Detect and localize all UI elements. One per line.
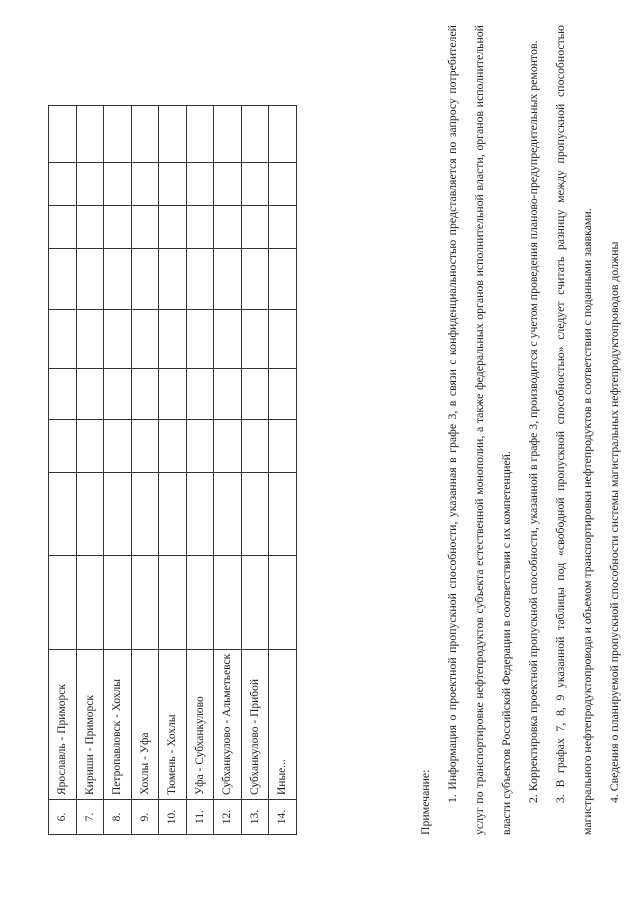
empty-cell [269, 162, 297, 205]
empty-cell [49, 248, 77, 309]
row-number: 6. [49, 800, 77, 835]
empty-cell [104, 472, 132, 555]
empty-cell [186, 309, 214, 368]
empty-cell [104, 368, 132, 419]
table-row [186, 105, 214, 834]
empty-cell [186, 248, 214, 309]
empty-cell [241, 205, 269, 248]
empty-cell [241, 248, 269, 309]
empty-cell [76, 472, 104, 555]
empty-cell [214, 248, 242, 309]
route-name: Кириши - Приморск [76, 649, 104, 799]
table-row [269, 105, 297, 834]
empty-cell [269, 205, 297, 248]
note-2: 2. Корректировка проектной пропускной способности, указанной в графе 3, производится с учетом проведения планово-предупредительных ремонтов. [526, 40, 540, 803]
empty-cell [159, 205, 187, 248]
route-name: Петропавловск - Хохлы [104, 649, 132, 799]
empty-cell [159, 309, 187, 368]
empty-cell [186, 368, 214, 419]
empty-cell [186, 105, 214, 162]
empty-cell [186, 162, 214, 205]
empty-cell [76, 555, 104, 649]
row-number: 13. [241, 800, 269, 835]
empty-cell [76, 368, 104, 419]
notes-section [412, 25, 628, 835]
route-name: Уфа - Субханкулово [186, 649, 214, 799]
empty-cell [159, 472, 187, 555]
note-4: 4. Сведения о планируемой пропускной способности системы магистральных нефтепродуктопроводов должны [607, 241, 621, 803]
empty-cell [159, 248, 187, 309]
empty-cell [214, 419, 242, 472]
table-row [76, 105, 104, 834]
empty-cell [49, 105, 77, 162]
empty-cell [131, 205, 159, 248]
empty-cell [186, 555, 214, 649]
empty-cell [49, 368, 77, 419]
empty-cell [186, 472, 214, 555]
empty-cell [104, 162, 132, 205]
empty-cell [76, 105, 104, 162]
row-number: 12. [214, 800, 242, 835]
row-number: 7. [76, 800, 104, 835]
row-number: 11. [186, 800, 214, 835]
note-1: 1. Информация о проектной пропускной способности, указанная в графе 3, в связи с конфиденциальностью представляется по запросу потребителей услуг по транспортировке нефтепродуктов субъекта естественной монополии, а также федеральных органов исполнительной власти, органов исполнительной власти субъектов Российской Федерации в соответствии с их компетенцией. [445, 25, 513, 835]
empty-cell [241, 309, 269, 368]
empty-cell [214, 162, 242, 205]
route-name: Субханкулово - Прибой [241, 649, 269, 799]
route-name: Субханкулово - Альметьевск [214, 649, 242, 799]
empty-cell [104, 248, 132, 309]
table-row [104, 105, 132, 834]
empty-cell [214, 368, 242, 419]
route-name: Ярославль - Приморск [49, 649, 77, 799]
empty-cell [159, 162, 187, 205]
empty-cell [214, 205, 242, 248]
table-row [241, 105, 269, 834]
empty-cell [159, 105, 187, 162]
empty-cell [241, 105, 269, 162]
empty-cell [214, 105, 242, 162]
empty-cell [241, 472, 269, 555]
table-row [49, 105, 77, 834]
empty-cell [159, 419, 187, 472]
empty-cell [49, 555, 77, 649]
empty-cell [104, 309, 132, 368]
empty-cell [159, 368, 187, 419]
table-row [159, 105, 187, 834]
empty-cell [76, 205, 104, 248]
empty-cell [131, 105, 159, 162]
empty-cell [269, 368, 297, 419]
empty-cell [76, 309, 104, 368]
table-row [214, 105, 242, 834]
empty-cell [104, 555, 132, 649]
empty-cell [186, 205, 214, 248]
empty-cell [159, 555, 187, 649]
empty-cell [269, 105, 297, 162]
row-number: 8. [104, 800, 132, 835]
empty-cell [269, 309, 297, 368]
empty-cell [131, 419, 159, 472]
empty-cell [241, 162, 269, 205]
row-number: 10. [159, 800, 187, 835]
empty-cell [241, 368, 269, 419]
empty-cell [131, 248, 159, 309]
empty-cell [49, 472, 77, 555]
route-name: Иные... [269, 649, 297, 799]
table-row [131, 105, 159, 834]
row-number: 14. [269, 800, 297, 835]
empty-cell [269, 248, 297, 309]
routes-table-body [49, 105, 297, 834]
empty-cell [49, 419, 77, 472]
empty-cell [269, 555, 297, 649]
empty-cell [104, 419, 132, 472]
empty-cell [49, 162, 77, 205]
empty-cell [49, 309, 77, 368]
empty-cell [241, 555, 269, 649]
empty-cell [76, 419, 104, 472]
empty-cell [131, 368, 159, 419]
route-name: Хохлы - Уфа [131, 649, 159, 799]
empty-cell [131, 472, 159, 555]
empty-cell [76, 248, 104, 309]
empty-cell [269, 472, 297, 555]
empty-cell [214, 309, 242, 368]
empty-cell [214, 472, 242, 555]
empty-cell [131, 555, 159, 649]
empty-cell [49, 205, 77, 248]
empty-cell [214, 555, 242, 649]
row-number: 9. [131, 800, 159, 835]
notes-heading: Примечание: [418, 769, 432, 835]
routes-table [48, 105, 297, 835]
empty-cell [131, 162, 159, 205]
empty-cell [104, 205, 132, 248]
empty-cell [104, 105, 132, 162]
empty-cell [269, 419, 297, 472]
empty-cell [186, 419, 214, 472]
empty-cell [241, 419, 269, 472]
empty-cell [131, 309, 159, 368]
note-3: 3. В графах 7, 8, 9 указанной таблицы под «свободной пропускной способностью» следует считать разницу между пропускной способностью магистрального нефтепродуктопровода и объемом транспортировки нефтепродуктов в соответствии с поданными заявками. [553, 25, 594, 835]
empty-cell [76, 162, 104, 205]
route-name: Тюмень - Хохлы [159, 649, 187, 799]
